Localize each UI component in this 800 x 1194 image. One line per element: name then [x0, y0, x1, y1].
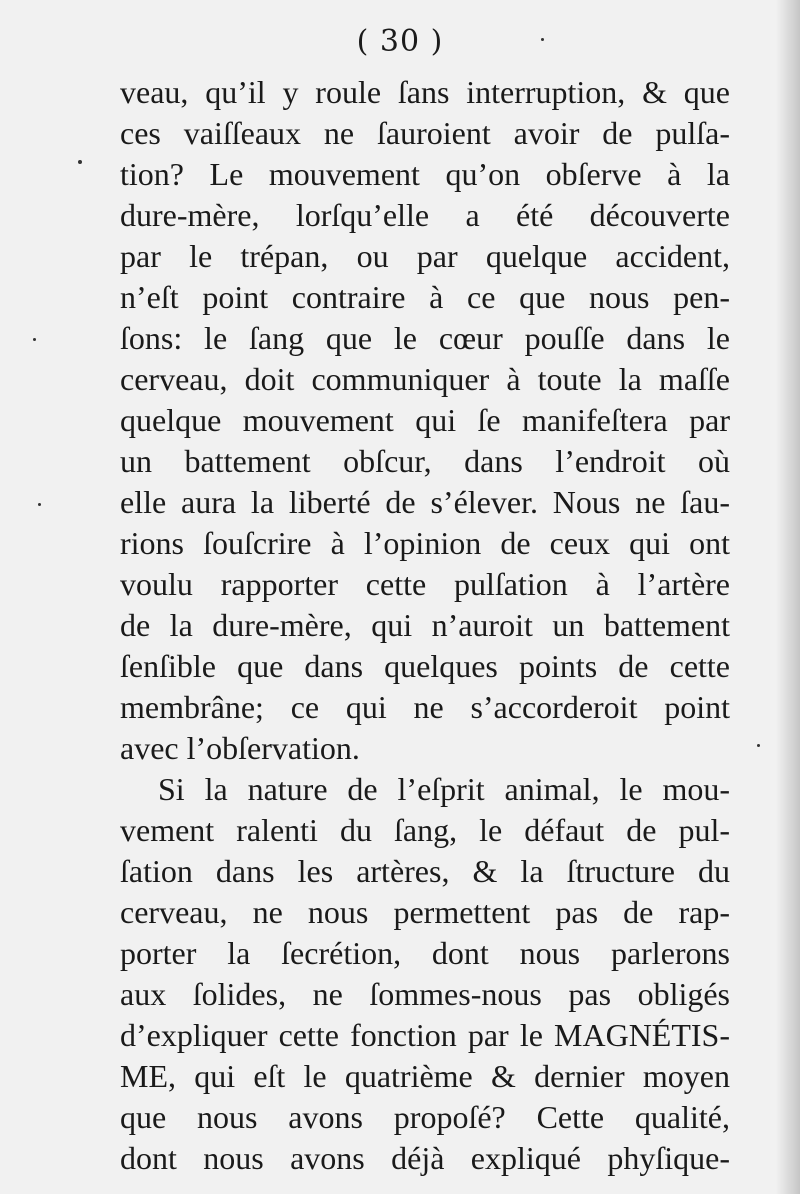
text-line: ſons: le ſang que le cœur pouſſe dans le: [120, 320, 730, 356]
ink-speck: [78, 160, 82, 164]
page-edge-shadow: [776, 0, 800, 1194]
text-line: cerveau, doit communiquer à toute la maſſe: [120, 361, 730, 397]
ink-speck: [33, 338, 36, 341]
text-line: dont nous avons déjà expliqué phyſique-: [120, 1140, 730, 1176]
paragraph-2: [120, 769, 730, 1179]
text-line: par le trépan, ou par quelque accident,: [120, 238, 730, 274]
text-line: tion? Le mouvement qu’on obſerve à la: [120, 156, 730, 192]
text-line: rions ſouſcrire à l’opinion de ceux qui ont: [120, 525, 730, 561]
text-line: ME, qui eſt le quatrième & dernier moyen: [120, 1058, 730, 1094]
text-line: ces vaiſſeaux ne ſauroient avoir de pulſa-: [120, 115, 730, 151]
text-line: avec l’obſervation.: [120, 730, 360, 766]
text-line: vement ralenti du ſang, le défaut de pul-: [120, 812, 730, 848]
text-line: Si la nature de l’eſprit animal, le mou-: [158, 771, 730, 807]
text-line: que nous avons propoſé? Cette qualité,: [120, 1099, 730, 1135]
text-line: ſation dans les artères, & la ſtructure du: [120, 853, 730, 889]
text-line: quelque mouvement qui ſe manifeſtera par: [120, 402, 730, 438]
text-line: d’expliquer cette fonction par le MAGNÉTIS-: [120, 1017, 730, 1053]
page-number: ( 30 ): [356, 24, 444, 59]
text-line: de la dure-mère, qui n’auroit un battement: [120, 607, 730, 643]
text-line: voulu rapporter cette pulſation à l’artère: [120, 566, 730, 602]
text-line: membrâne; ce qui ne s’accorderoit point: [120, 689, 730, 725]
text-line: n’eſt point contraire à ce que nous pen-: [120, 279, 730, 315]
paragraph-1: [120, 72, 730, 769]
ink-speck: [38, 503, 41, 506]
text-line: dure-mère, lorſqu’elle a été découverte: [120, 197, 730, 233]
text-line: elle aura la liberté de s’élever. Nous ne ſau-: [120, 484, 730, 520]
text-line: veau, qu’il y roule ſans interruption, & que: [120, 74, 730, 110]
text-line: cerveau, ne nous permettent pas de rap-: [120, 894, 730, 930]
text-line: ſenſible que dans quelques points de cette: [120, 648, 730, 684]
text-line: aux ſolides, ne ſommes-nous pas obligés: [120, 976, 730, 1012]
ink-speck: [757, 744, 760, 747]
body-text: [120, 72, 730, 1179]
text-line: porter la ſecrétion, dont nous parlerons: [120, 935, 730, 971]
text-line: un battement obſcur, dans l’endroit où: [120, 443, 730, 479]
